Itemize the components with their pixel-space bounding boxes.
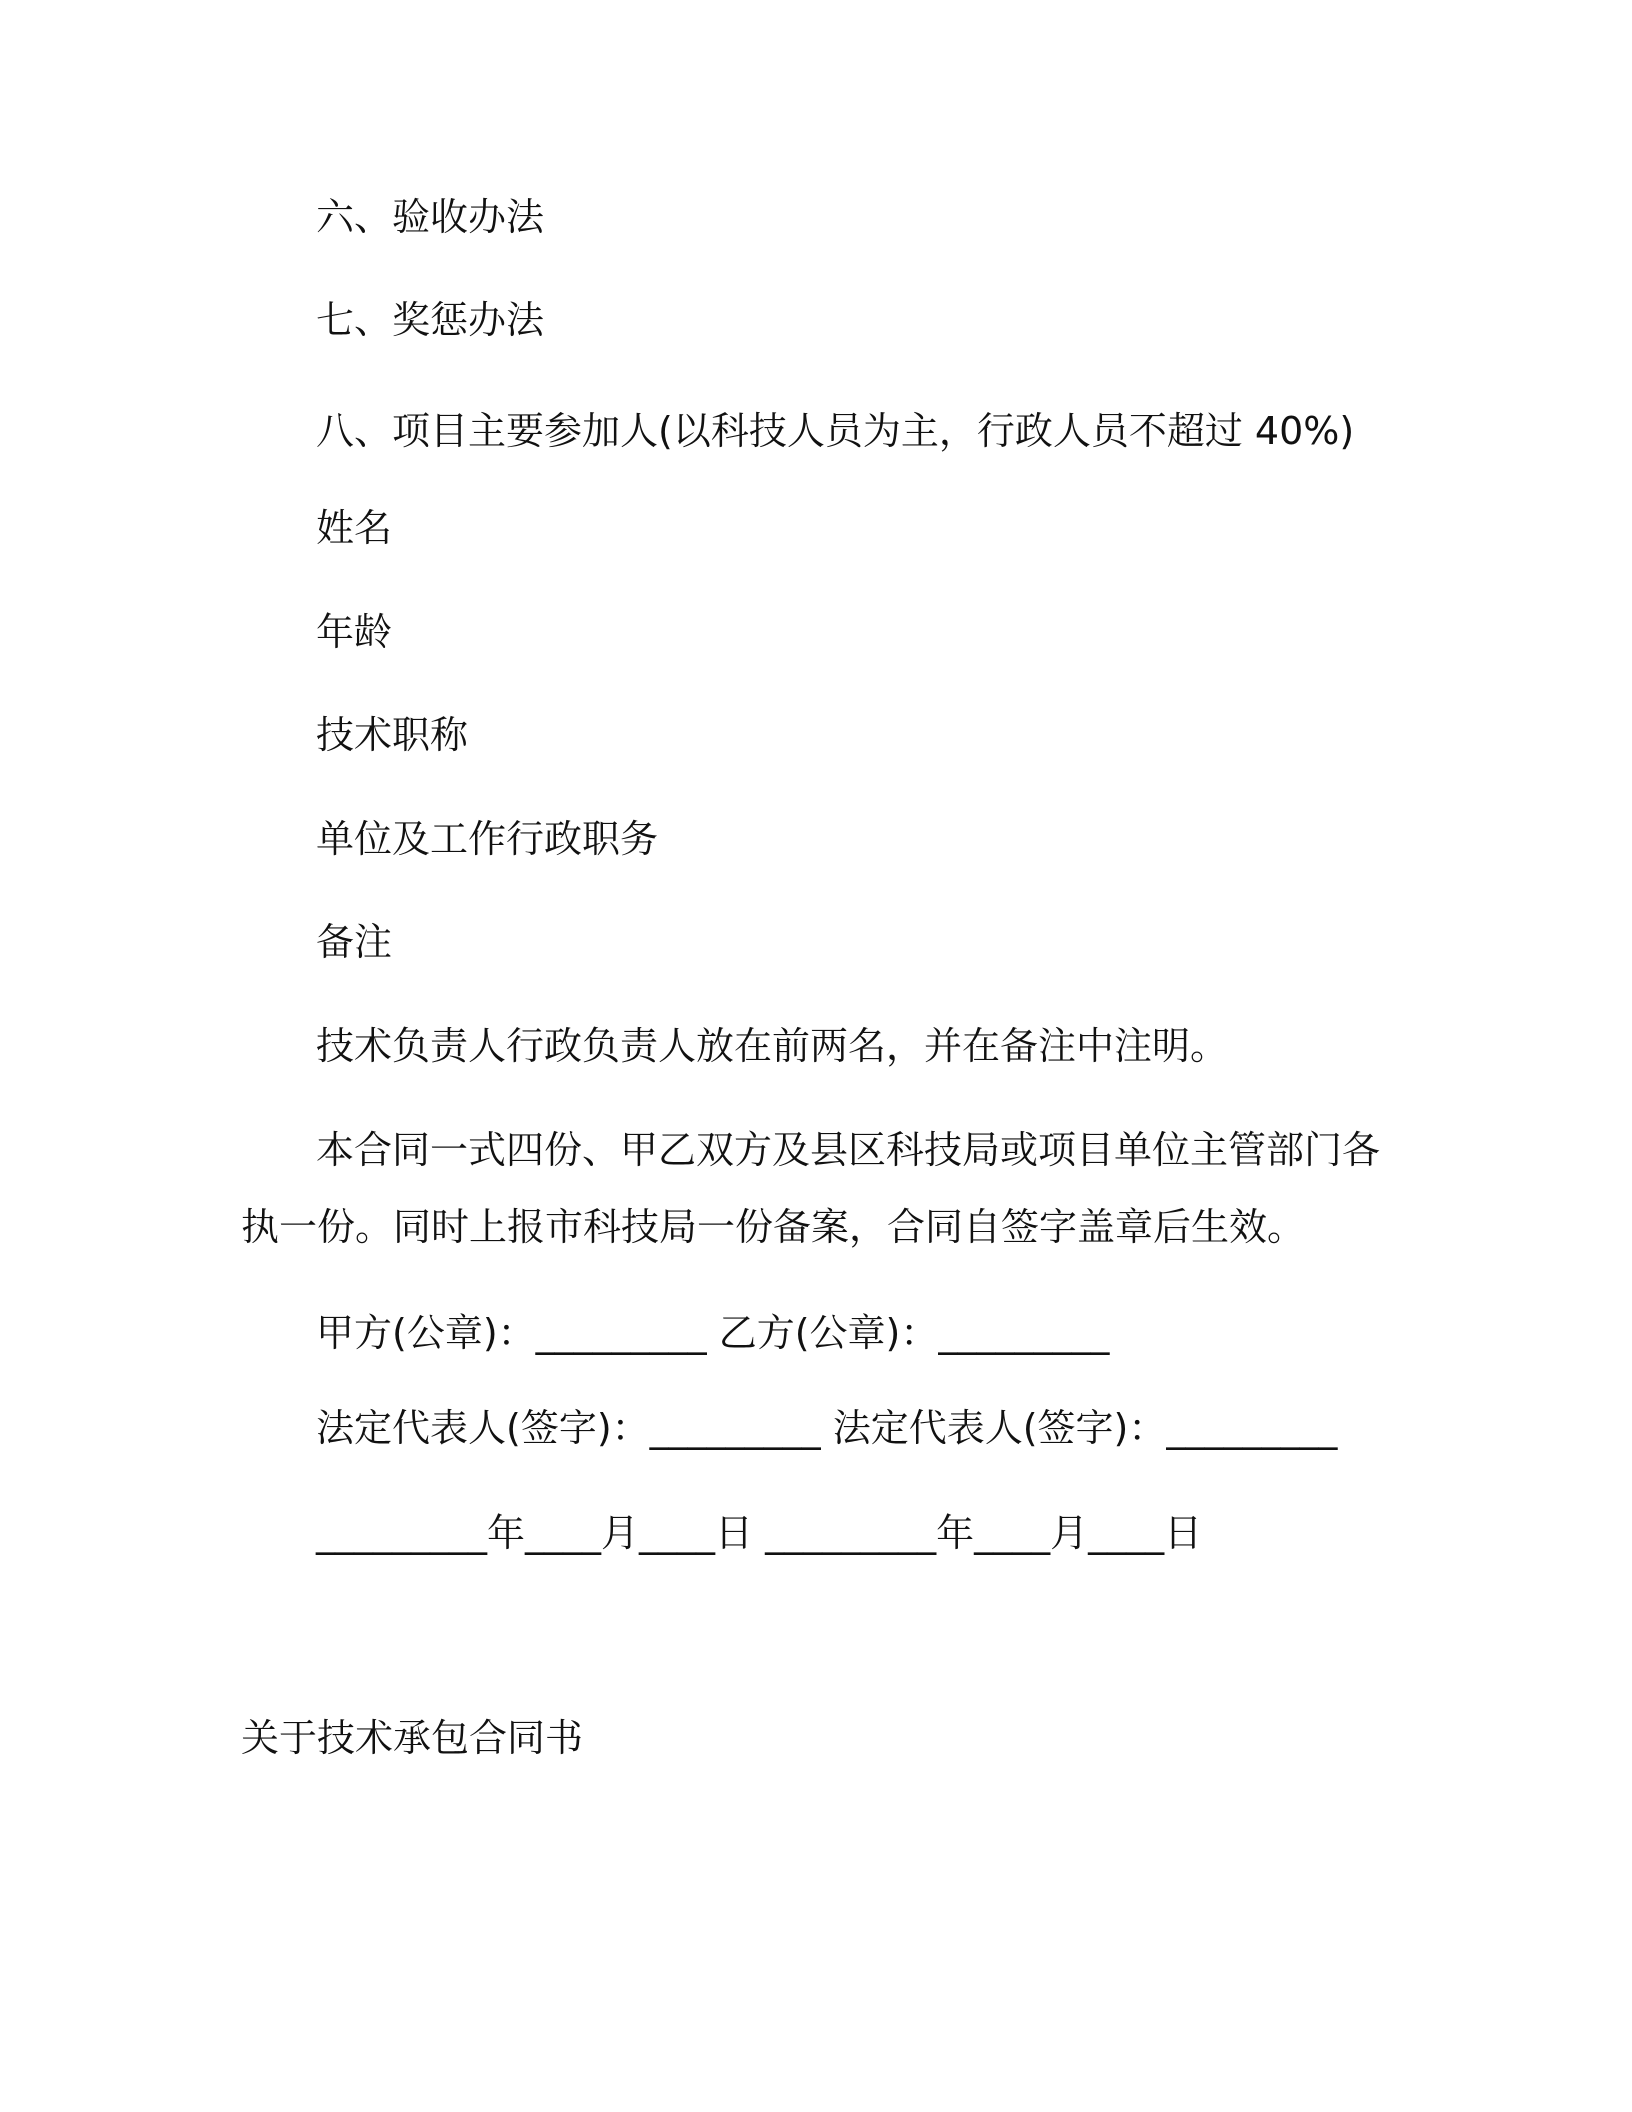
- field-unit-position-label: 单位及工作行政职务: [316, 817, 659, 861]
- copies-paragraph-line-2: 执一份。同时上报市科技局一份备案，合同自签字盖章后生效。: [241, 1205, 1306, 1249]
- section-7-heading: 七、奖惩办法: [316, 298, 545, 342]
- legal-representative-signature-line: 法定代表人(签字)：_________ 法定代表人(签字)：_________: [316, 1406, 1338, 1450]
- participants-note: 技术负责人行政负责人放在前两名，并在备注中注明。: [316, 1024, 1229, 1068]
- section-6-heading: 六、验收办法: [316, 195, 545, 239]
- field-age-label: 年龄: [316, 610, 393, 654]
- field-technical-title-label: 技术职称: [316, 713, 469, 757]
- seal-signature-line: 甲方(公章)：_________ 乙方(公章)：_________: [316, 1311, 1110, 1355]
- field-remark-label: 备注: [316, 920, 393, 964]
- next-document-title: 关于技术承包合同书: [241, 1716, 584, 1760]
- section-8-heading: 八、项目主要参加人(以科技人员为主，行政人员不超过 40%): [316, 409, 1355, 453]
- copies-paragraph-line-1: 本合同一式四份、甲乙双方及县区科技局或项目单位主管部门各: [316, 1128, 1381, 1172]
- signature-date-line: _________年____月____日 _________年____月____日: [316, 1511, 1203, 1555]
- field-name-label: 姓名: [316, 506, 393, 550]
